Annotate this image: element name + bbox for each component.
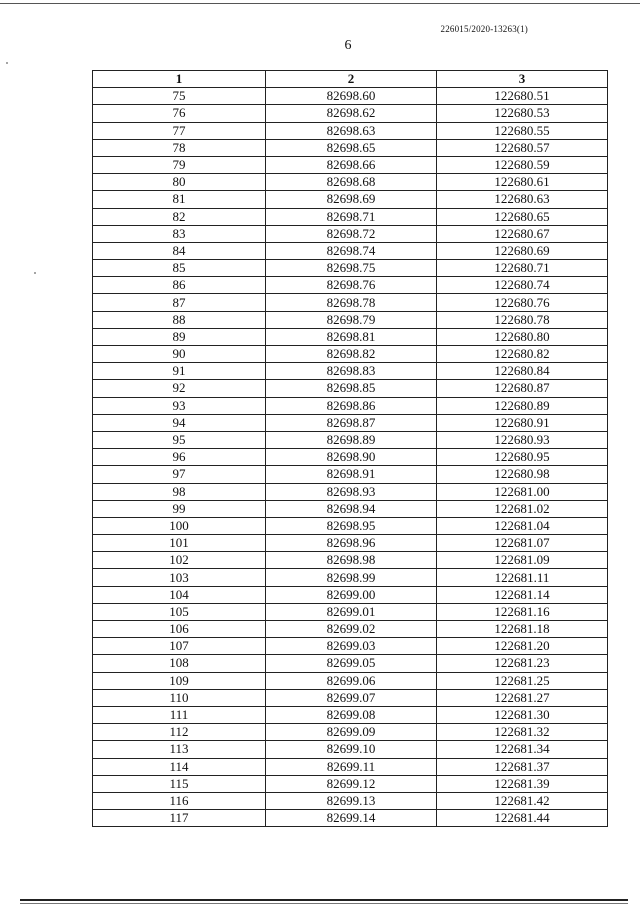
row-number-cell: 104 <box>93 586 266 603</box>
row-number-cell: 84 <box>93 242 266 259</box>
row-number-cell: 108 <box>93 655 266 672</box>
x-coordinate-cell: 82698.87 <box>266 414 437 431</box>
y-coordinate-cell: 122680.93 <box>437 431 608 448</box>
row-number-cell: 92 <box>93 380 266 397</box>
scan-speck <box>34 272 36 274</box>
table-row <box>93 500 608 517</box>
x-coordinate-cell: 82699.03 <box>266 638 437 655</box>
y-coordinate-cell: 122681.20 <box>437 638 608 655</box>
x-coordinate-cell: 82698.95 <box>266 517 437 534</box>
y-coordinate-cell: 122680.87 <box>437 380 608 397</box>
x-coordinate-cell: 82699.00 <box>266 586 437 603</box>
x-coordinate-cell: 82698.89 <box>266 431 437 448</box>
row-number-cell: 96 <box>93 449 266 466</box>
table-row <box>93 380 608 397</box>
row-number-cell: 88 <box>93 311 266 328</box>
y-coordinate-cell: 122680.89 <box>437 397 608 414</box>
table-row <box>93 689 608 706</box>
row-number-cell: 102 <box>93 552 266 569</box>
table-row <box>93 414 608 431</box>
scan-speck <box>6 62 8 64</box>
x-coordinate-cell: 82699.06 <box>266 672 437 689</box>
x-coordinate-cell: 82698.78 <box>266 294 437 311</box>
row-number-cell: 116 <box>93 792 266 809</box>
y-coordinate-cell: 122680.55 <box>437 122 608 139</box>
x-coordinate-cell: 82698.79 <box>266 311 437 328</box>
y-coordinate-cell: 122681.44 <box>437 810 608 827</box>
row-number-cell: 78 <box>93 139 266 156</box>
y-coordinate-cell: 122680.91 <box>437 414 608 431</box>
table-row <box>93 105 608 122</box>
x-coordinate-cell: 82699.09 <box>266 724 437 741</box>
row-number-cell: 90 <box>93 346 266 363</box>
y-coordinate-cell: 122680.71 <box>437 260 608 277</box>
row-number-cell: 94 <box>93 414 266 431</box>
x-coordinate-cell: 82698.72 <box>266 225 437 242</box>
row-number-cell: 117 <box>93 810 266 827</box>
x-coordinate-cell: 82698.74 <box>266 242 437 259</box>
table-row <box>93 242 608 259</box>
table-row <box>93 260 608 277</box>
y-coordinate-cell: 122680.84 <box>437 363 608 380</box>
y-coordinate-cell: 122680.67 <box>437 225 608 242</box>
row-number-cell: 80 <box>93 174 266 191</box>
row-number-cell: 89 <box>93 328 266 345</box>
row-number-cell: 112 <box>93 724 266 741</box>
y-coordinate-cell: 122681.14 <box>437 586 608 603</box>
x-coordinate-cell: 82698.76 <box>266 277 437 294</box>
table-row <box>93 156 608 173</box>
x-coordinate-cell: 82698.86 <box>266 397 437 414</box>
x-coordinate-cell: 82698.98 <box>266 552 437 569</box>
x-coordinate-cell: 82698.81 <box>266 328 437 345</box>
table-row <box>93 311 608 328</box>
table-row <box>93 483 608 500</box>
y-coordinate-cell: 122680.69 <box>437 242 608 259</box>
y-coordinate-cell: 122680.61 <box>437 174 608 191</box>
table-row <box>93 139 608 156</box>
column-header-3: 3 <box>437 71 608 88</box>
x-coordinate-cell: 82698.69 <box>266 191 437 208</box>
x-coordinate-cell: 82698.82 <box>266 346 437 363</box>
table-row <box>93 603 608 620</box>
row-number-cell: 107 <box>93 638 266 655</box>
x-coordinate-cell: 82698.66 <box>266 156 437 173</box>
x-coordinate-cell: 82698.94 <box>266 500 437 517</box>
row-number-cell: 115 <box>93 775 266 792</box>
y-coordinate-cell: 122681.34 <box>437 741 608 758</box>
table-row <box>93 449 608 466</box>
x-coordinate-cell: 82699.12 <box>266 775 437 792</box>
row-number-cell: 113 <box>93 741 266 758</box>
table-row <box>93 569 608 586</box>
x-coordinate-cell: 82698.63 <box>266 122 437 139</box>
row-number-cell: 97 <box>93 466 266 483</box>
table-row <box>93 810 608 827</box>
top-scan-edge <box>0 3 640 4</box>
x-coordinate-cell: 82698.60 <box>266 88 437 105</box>
x-coordinate-cell: 82698.93 <box>266 483 437 500</box>
y-coordinate-cell: 122681.16 <box>437 603 608 620</box>
y-coordinate-cell: 122681.11 <box>437 569 608 586</box>
x-coordinate-cell: 82698.83 <box>266 363 437 380</box>
x-coordinate-cell: 82699.14 <box>266 810 437 827</box>
table-row <box>93 294 608 311</box>
y-coordinate-cell: 122680.78 <box>437 311 608 328</box>
bottom-scan-edge <box>20 899 628 901</box>
y-coordinate-cell: 122680.65 <box>437 208 608 225</box>
table-row <box>93 466 608 483</box>
table-header-row <box>93 71 608 88</box>
x-coordinate-cell: 82698.91 <box>266 466 437 483</box>
x-coordinate-cell: 82699.08 <box>266 706 437 723</box>
table-row <box>93 88 608 105</box>
row-number-cell: 109 <box>93 672 266 689</box>
y-coordinate-cell: 122680.76 <box>437 294 608 311</box>
row-number-cell: 86 <box>93 277 266 294</box>
y-coordinate-cell: 122681.27 <box>437 689 608 706</box>
y-coordinate-cell: 122681.30 <box>437 706 608 723</box>
table-row <box>93 758 608 775</box>
y-coordinate-cell: 122681.23 <box>437 655 608 672</box>
x-coordinate-cell: 82698.75 <box>266 260 437 277</box>
row-number-cell: 75 <box>93 88 266 105</box>
table-row <box>93 586 608 603</box>
table-row <box>93 122 608 139</box>
row-number-cell: 101 <box>93 535 266 552</box>
x-coordinate-cell: 82698.65 <box>266 139 437 156</box>
table-row <box>93 724 608 741</box>
page-number: 6 <box>344 38 352 53</box>
x-coordinate-cell: 82699.10 <box>266 741 437 758</box>
row-number-cell: 79 <box>93 156 266 173</box>
y-coordinate-cell: 122680.95 <box>437 449 608 466</box>
table-row <box>93 328 608 345</box>
table-row <box>93 225 608 242</box>
table-row <box>93 535 608 552</box>
row-number-cell: 114 <box>93 758 266 775</box>
y-coordinate-cell: 122680.53 <box>437 105 608 122</box>
table-row <box>93 174 608 191</box>
x-coordinate-cell: 82698.85 <box>266 380 437 397</box>
table-row <box>93 792 608 809</box>
x-coordinate-cell: 82699.05 <box>266 655 437 672</box>
y-coordinate-cell: 122680.98 <box>437 466 608 483</box>
table-row <box>93 363 608 380</box>
x-coordinate-cell: 82698.96 <box>266 535 437 552</box>
y-coordinate-cell: 122681.25 <box>437 672 608 689</box>
y-coordinate-cell: 122681.04 <box>437 517 608 534</box>
y-coordinate-cell: 122681.00 <box>437 483 608 500</box>
table-row <box>93 346 608 363</box>
table-row <box>93 208 608 225</box>
row-number-cell: 87 <box>93 294 266 311</box>
row-number-cell: 111 <box>93 706 266 723</box>
row-number-cell: 106 <box>93 621 266 638</box>
table-row <box>93 191 608 208</box>
row-number-cell: 105 <box>93 603 266 620</box>
row-number-cell: 95 <box>93 431 266 448</box>
y-coordinate-cell: 122680.63 <box>437 191 608 208</box>
row-number-cell: 77 <box>93 122 266 139</box>
row-number-cell: 83 <box>93 225 266 242</box>
x-coordinate-cell: 82699.07 <box>266 689 437 706</box>
y-coordinate-cell: 122681.02 <box>437 500 608 517</box>
x-coordinate-cell: 82698.90 <box>266 449 437 466</box>
y-coordinate-cell: 122681.42 <box>437 792 608 809</box>
x-coordinate-cell: 82698.62 <box>266 105 437 122</box>
row-number-cell: 85 <box>93 260 266 277</box>
y-coordinate-cell: 122680.74 <box>437 277 608 294</box>
y-coordinate-cell: 122680.51 <box>437 88 608 105</box>
row-number-cell: 93 <box>93 397 266 414</box>
y-coordinate-cell: 122681.09 <box>437 552 608 569</box>
x-coordinate-cell: 82699.13 <box>266 792 437 809</box>
table-row <box>93 655 608 672</box>
coordinates-table <box>92 70 608 827</box>
table-row <box>93 277 608 294</box>
row-number-cell: 103 <box>93 569 266 586</box>
row-number-cell: 98 <box>93 483 266 500</box>
x-coordinate-cell: 82698.71 <box>266 208 437 225</box>
y-coordinate-cell: 122681.32 <box>437 724 608 741</box>
table-row <box>93 741 608 758</box>
row-number-cell: 82 <box>93 208 266 225</box>
table-row <box>93 638 608 655</box>
table-body <box>93 88 608 827</box>
x-coordinate-cell: 82699.01 <box>266 603 437 620</box>
row-number-cell: 81 <box>93 191 266 208</box>
y-coordinate-cell: 122680.57 <box>437 139 608 156</box>
x-coordinate-cell: 82698.68 <box>266 174 437 191</box>
x-coordinate-cell: 82698.99 <box>266 569 437 586</box>
x-coordinate-cell: 82699.11 <box>266 758 437 775</box>
y-coordinate-cell: 122681.18 <box>437 621 608 638</box>
table-row <box>93 621 608 638</box>
y-coordinate-cell: 122680.80 <box>437 328 608 345</box>
bottom-scan-edge-thin <box>20 903 628 904</box>
table-row <box>93 397 608 414</box>
table-row <box>93 552 608 569</box>
row-number-cell: 76 <box>93 105 266 122</box>
column-header-2: 2 <box>266 71 437 88</box>
row-number-cell: 91 <box>93 363 266 380</box>
y-coordinate-cell: 122680.82 <box>437 346 608 363</box>
row-number-cell: 110 <box>93 689 266 706</box>
row-number-cell: 99 <box>93 500 266 517</box>
y-coordinate-cell: 122680.59 <box>437 156 608 173</box>
y-coordinate-cell: 122681.07 <box>437 535 608 552</box>
y-coordinate-cell: 122681.37 <box>437 758 608 775</box>
y-coordinate-cell: 122681.39 <box>437 775 608 792</box>
table-row <box>93 775 608 792</box>
column-header-1: 1 <box>93 71 266 88</box>
row-number-cell: 100 <box>93 517 266 534</box>
document-reference: 226015/2020-13263(1) <box>440 24 528 34</box>
table-row <box>93 517 608 534</box>
x-coordinate-cell: 82699.02 <box>266 621 437 638</box>
table-row <box>93 672 608 689</box>
table-row <box>93 431 608 448</box>
table-row <box>93 706 608 723</box>
